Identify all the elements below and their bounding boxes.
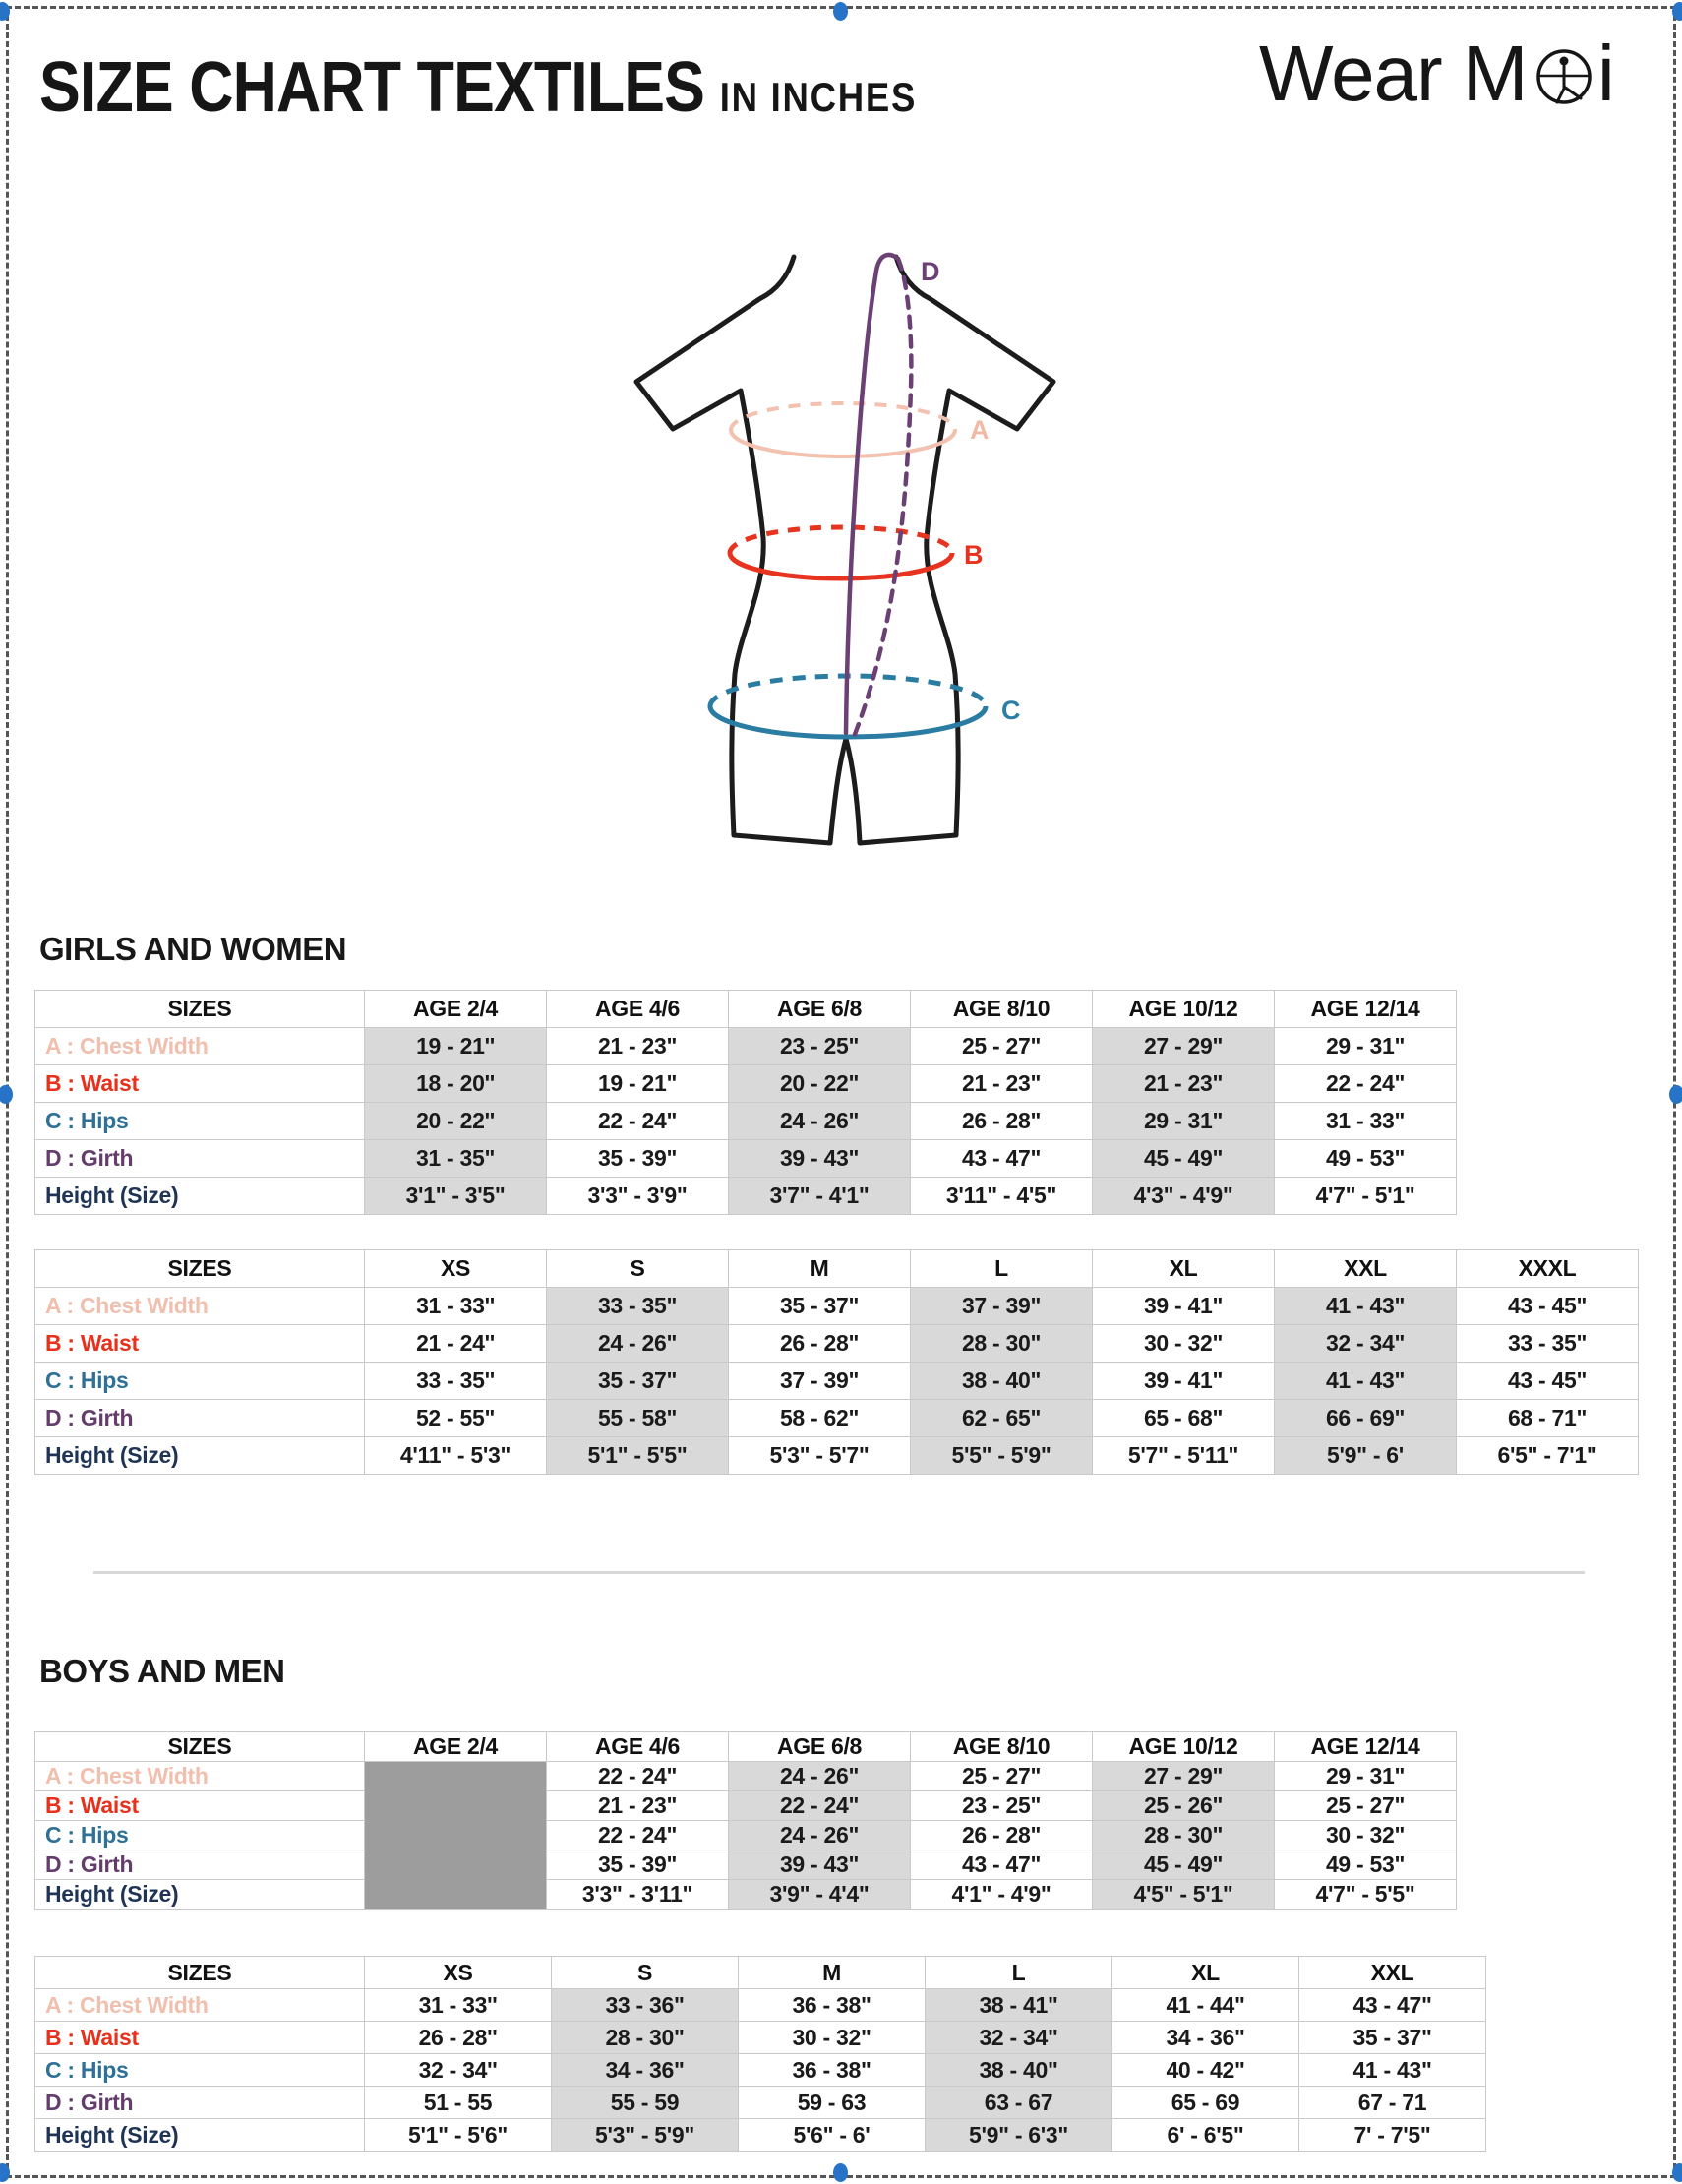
waist-row xyxy=(35,1791,1457,1821)
row-label-chest: A : Chest Width xyxy=(35,1288,365,1325)
table-cell: 65 - 68" xyxy=(1093,1400,1275,1437)
table-cell: 41 - 44" xyxy=(1112,1989,1299,2022)
table-cell: 24 - 26" xyxy=(729,1762,911,1791)
header-xxxl: XXXL xyxy=(1457,1250,1639,1288)
table-cell: 33 - 36" xyxy=(552,1989,739,2022)
diagram-label-c: C xyxy=(1001,696,1021,725)
row-label-height: Height (Size) xyxy=(35,1437,365,1475)
table-cell: 5'1" - 5'5" xyxy=(547,1437,729,1475)
table-cell: 28 - 30" xyxy=(1093,1821,1275,1850)
girls-and-women-heading: GIRLS AND WOMEN xyxy=(39,931,347,967)
table-cell: 68 - 71" xyxy=(1457,1400,1639,1437)
table-cell: 27 - 29" xyxy=(1093,1762,1275,1791)
table-cell: 38 - 40" xyxy=(911,1363,1093,1400)
table-cell: 33 - 35" xyxy=(547,1288,729,1325)
edge-dot-left-middle xyxy=(0,1085,13,1104)
table-cell: 35 - 37" xyxy=(547,1363,729,1400)
table-cell: 32 - 34'' xyxy=(365,2054,552,2087)
row-label-girth: D : Girth xyxy=(35,2087,365,2119)
diagram-label-a: A xyxy=(970,415,990,445)
table-cell: 5'3" - 5'9" xyxy=(552,2119,739,2152)
header-age-6-8: AGE 6/8 xyxy=(729,1732,911,1762)
table-header-row xyxy=(35,1732,1457,1762)
row-label-waist: B : Waist xyxy=(35,2022,365,2054)
table-cell: 30 - 32" xyxy=(739,2022,926,2054)
table-cell: 5'7" - 5'11" xyxy=(1093,1437,1275,1475)
table-cell: 4'11" - 5'3" xyxy=(365,1437,547,1475)
header-age-2-4: AGE 2/4 xyxy=(365,1732,547,1762)
table-cell: 26 - 28'' xyxy=(365,2022,552,2054)
row-label-girth: D : Girth xyxy=(35,1850,365,1880)
height-row xyxy=(35,2119,1486,2152)
table-cell: 18 - 20'' xyxy=(365,1065,547,1103)
header-xl: XL xyxy=(1093,1250,1275,1288)
header-age-2-4: AGE 2/4 xyxy=(365,991,547,1028)
girth-row xyxy=(35,2087,1486,2119)
corner-dot-bottom-right xyxy=(1672,2163,1682,2182)
table-cell: 37 - 39" xyxy=(729,1363,911,1400)
table-cell: 22 - 24" xyxy=(547,1821,729,1850)
table-cell: 37 - 39" xyxy=(911,1288,1093,1325)
header-s: S xyxy=(547,1250,729,1288)
table-cell: 26 - 28" xyxy=(911,1103,1093,1140)
boys-letter-size-table xyxy=(34,1956,1486,2152)
row-label-hips: C : Hips xyxy=(35,2054,365,2087)
diagram-label-d: D xyxy=(921,257,940,286)
table-cell: 43 - 47" xyxy=(911,1140,1093,1178)
table-cell: 19 - 21" xyxy=(547,1065,729,1103)
header-s: S xyxy=(552,1957,739,1989)
table-cell: 5'9" - 6'3" xyxy=(926,2119,1112,2152)
table-cell: 22 - 24" xyxy=(547,1103,729,1140)
table-cell: 24 - 26" xyxy=(547,1325,729,1363)
wear-moi-logo xyxy=(1259,28,1643,126)
table-cell: 3'3" - 3'9" xyxy=(547,1178,729,1215)
header-age-10-12: AGE 10/12 xyxy=(1093,991,1275,1028)
page-title-main: SIZE CHART TEXTILES xyxy=(39,48,705,127)
table-cell: 24 - 26" xyxy=(729,1103,911,1140)
header-age-4-6: AGE 4/6 xyxy=(547,1732,729,1762)
table-cell: 31 - 33'' xyxy=(365,1288,547,1325)
height-row xyxy=(35,1437,1639,1475)
header-age-12-14: AGE 12/14 xyxy=(1275,991,1457,1028)
row-label-hips: C : Hips xyxy=(35,1103,365,1140)
table-cell: 5'5" - 5'9" xyxy=(911,1437,1093,1475)
header-age-4-6: AGE 4/6 xyxy=(547,991,729,1028)
girls-age-size-table xyxy=(34,990,1457,1215)
table-cell: 41 - 43" xyxy=(1299,2054,1486,2087)
edge-dot-top-center xyxy=(833,2,848,21)
hips-row xyxy=(35,1103,1457,1140)
hips-row xyxy=(35,2054,1486,2087)
hips-row xyxy=(35,1363,1639,1400)
boys-and-men-heading: BOYS AND MEN xyxy=(39,1653,285,1689)
table-cell: 67 - 71 xyxy=(1299,2087,1486,2119)
edge-dot-right-middle xyxy=(1669,1085,1682,1104)
table-cell: 4'3" - 4'9" xyxy=(1093,1178,1275,1215)
table-cell: 66 - 69" xyxy=(1275,1400,1457,1437)
table-cell: 35 - 39" xyxy=(547,1850,729,1880)
table-cell: 3'11" - 4'5" xyxy=(911,1178,1093,1215)
table-cell: 7' - 7'5" xyxy=(1299,2119,1486,2152)
chest-row xyxy=(35,1028,1457,1065)
table-cell: 28 - 30" xyxy=(552,2022,739,2054)
girth-row xyxy=(35,1140,1457,1178)
page-title-units: IN INCHES xyxy=(719,74,918,120)
table-cell: 39 - 41" xyxy=(1093,1363,1275,1400)
table-cell: 22 - 24" xyxy=(1275,1065,1457,1103)
table-cell: 28 - 30" xyxy=(911,1325,1093,1363)
header-sizes: SIZES xyxy=(35,1250,365,1288)
logo-text-part1: Wear M xyxy=(1259,30,1528,117)
table-cell: 30 - 32" xyxy=(1275,1821,1457,1850)
table-cell: 23 - 25" xyxy=(911,1791,1093,1821)
header-age-10-12: AGE 10/12 xyxy=(1093,1732,1275,1762)
table-cell: 45 - 49" xyxy=(1093,1850,1275,1880)
table-cell: 25 - 26" xyxy=(1093,1791,1275,1821)
header-age-8-10: AGE 8/10 xyxy=(911,991,1093,1028)
table-cell: 30 - 32" xyxy=(1093,1325,1275,1363)
table-cell: 45 - 49" xyxy=(1093,1140,1275,1178)
table-cell: 6' - 6'5" xyxy=(1112,2119,1299,2152)
row-label-waist: B : Waist xyxy=(35,1065,365,1103)
table-cell: 40 - 42" xyxy=(1112,2054,1299,2087)
header-xs: XS xyxy=(365,1250,547,1288)
table-cell: 58 - 62" xyxy=(729,1400,911,1437)
girth-measure-loop xyxy=(846,255,911,737)
table-cell: 4'5" - 5'1" xyxy=(1093,1880,1275,1910)
header-l: L xyxy=(911,1250,1093,1288)
header-l: L xyxy=(926,1957,1112,1989)
girth-row xyxy=(35,1850,1457,1880)
table-cell: 3'3" - 3'11" xyxy=(547,1880,729,1910)
header-xxl: XXL xyxy=(1299,1957,1486,1989)
empty-not-available-cell xyxy=(365,1762,547,1910)
table-cell: 65 - 69 xyxy=(1112,2087,1299,2119)
table-cell: 25 - 27" xyxy=(911,1762,1093,1791)
table-cell: 35 - 39" xyxy=(547,1140,729,1178)
row-label-height: Height (Size) xyxy=(35,1880,365,1910)
diagram-label-b: B xyxy=(964,540,984,570)
logo-text-part2: i xyxy=(1597,30,1615,117)
table-cell: 20 - 22'' xyxy=(365,1103,547,1140)
table-cell: 3'9" - 4'4" xyxy=(729,1880,911,1910)
table-cell: 41 - 43" xyxy=(1275,1288,1457,1325)
table-cell: 38 - 40" xyxy=(926,2054,1112,2087)
header-age-8-10: AGE 8/10 xyxy=(911,1732,1093,1762)
table-cell: 34 - 36" xyxy=(1112,2022,1299,2054)
table-cell: 29 - 31" xyxy=(1275,1762,1457,1791)
table-cell: 4'7" - 5'1" xyxy=(1275,1178,1457,1215)
table-cell: 20 - 22" xyxy=(729,1065,911,1103)
table-cell: 43 - 47" xyxy=(1299,1989,1486,2022)
chest-row xyxy=(35,1989,1486,2022)
table-cell: 49 - 53" xyxy=(1275,1140,1457,1178)
table-cell: 43 - 47" xyxy=(911,1850,1093,1880)
row-label-hips: C : Hips xyxy=(35,1363,365,1400)
torso-outline xyxy=(636,257,1053,843)
header-age-12-14: AGE 12/14 xyxy=(1275,1732,1457,1762)
row-label-chest: A : Chest Width xyxy=(35,1028,365,1065)
table-cell: 4'1" - 4'9" xyxy=(911,1880,1093,1910)
table-cell: 35 - 37" xyxy=(729,1288,911,1325)
table-cell: 34 - 36" xyxy=(552,2054,739,2087)
table-cell: 51 - 55 xyxy=(365,2087,552,2119)
header-sizes: SIZES xyxy=(35,991,365,1028)
header-m: M xyxy=(729,1250,911,1288)
table-cell: 31 - 33'' xyxy=(365,1989,552,2022)
header-sizes: SIZES xyxy=(35,1957,365,1989)
table-cell: 3'7" - 4'1" xyxy=(729,1178,911,1215)
table-header-row xyxy=(35,991,1457,1028)
table-cell: 33 - 35" xyxy=(1457,1325,1639,1363)
table-cell: 52 - 55" xyxy=(365,1400,547,1437)
table-cell: 21 - 23" xyxy=(1093,1065,1275,1103)
table-cell: 39 - 41" xyxy=(1093,1288,1275,1325)
table-cell: 25 - 27" xyxy=(911,1028,1093,1065)
table-cell: 39 - 43" xyxy=(729,1140,911,1178)
body-measurement-diagram xyxy=(590,241,1062,861)
table-cell: 41 - 43" xyxy=(1275,1363,1457,1400)
header-sizes: SIZES xyxy=(35,1732,365,1762)
table-cell: 43 - 45" xyxy=(1457,1363,1639,1400)
row-label-hips: C : Hips xyxy=(35,1821,365,1850)
table-header-row xyxy=(35,1957,1486,1989)
table-cell: 31 - 33" xyxy=(1275,1103,1457,1140)
header-xl: XL xyxy=(1112,1957,1299,1989)
table-cell: 31 - 35" xyxy=(365,1140,547,1178)
table-cell: 29 - 31" xyxy=(1093,1103,1275,1140)
boys-age-size-table xyxy=(34,1731,1457,1910)
header-m: M xyxy=(739,1957,926,1989)
chest-row xyxy=(35,1288,1639,1325)
table-cell: 36 - 38" xyxy=(739,1989,926,2022)
row-label-chest: A : Chest Width xyxy=(35,1762,365,1791)
girth-row xyxy=(35,1400,1639,1437)
table-cell: 19 - 21'' xyxy=(365,1028,547,1065)
table-cell: 3'1" - 3'5" xyxy=(365,1178,547,1215)
table-cell: 27 - 29" xyxy=(1093,1028,1275,1065)
table-cell: 5'3" - 5'7" xyxy=(729,1437,911,1475)
row-label-height: Height (Size) xyxy=(35,2119,365,2152)
waist-row xyxy=(35,1065,1457,1103)
table-cell: 59 - 63 xyxy=(739,2087,926,2119)
table-cell: 43 - 45" xyxy=(1457,1288,1639,1325)
table-cell: 22 - 24" xyxy=(729,1791,911,1821)
table-cell: 55 - 59 xyxy=(552,2087,739,2119)
page-title xyxy=(39,47,917,128)
table-cell: 33 - 35'' xyxy=(365,1363,547,1400)
table-cell: 5'9" - 6' xyxy=(1275,1437,1457,1475)
corner-dot-top-right xyxy=(1672,2,1682,21)
waist-row xyxy=(35,1325,1639,1363)
row-label-waist: B : Waist xyxy=(35,1791,365,1821)
table-cell: 21 - 24'' xyxy=(365,1325,547,1363)
table-cell: 36 - 38" xyxy=(739,2054,926,2087)
table-cell: 55 - 58" xyxy=(547,1400,729,1437)
edge-dot-bottom-center xyxy=(833,2163,848,2182)
table-cell: 25 - 27" xyxy=(1275,1791,1457,1821)
table-cell: 32 - 34" xyxy=(926,2022,1112,2054)
table-cell: 6'5" - 7'1" xyxy=(1457,1437,1639,1475)
row-label-girth: D : Girth xyxy=(35,1140,365,1178)
table-cell: 21 - 23" xyxy=(911,1065,1093,1103)
row-label-height: Height (Size) xyxy=(35,1178,365,1215)
header-xxl: XXL xyxy=(1275,1250,1457,1288)
table-cell: 29 - 31" xyxy=(1275,1028,1457,1065)
header-age-6-8: AGE 6/8 xyxy=(729,991,911,1028)
table-cell: 26 - 28" xyxy=(911,1821,1093,1850)
chest-measure-ellipse xyxy=(731,403,955,456)
table-cell: 26 - 28" xyxy=(729,1325,911,1363)
header-xs: XS xyxy=(365,1957,552,1989)
table-cell: 49 - 53" xyxy=(1275,1850,1457,1880)
table-cell: 24 - 26" xyxy=(729,1821,911,1850)
waist-row xyxy=(35,2022,1486,2054)
table-cell: 63 - 67 xyxy=(926,2087,1112,2119)
row-label-girth: D : Girth xyxy=(35,1400,365,1437)
height-row xyxy=(35,1880,1457,1910)
table-cell: 39 - 43" xyxy=(729,1850,911,1880)
table-cell: 21 - 23" xyxy=(547,1791,729,1821)
table-cell: 21 - 23" xyxy=(547,1028,729,1065)
table-cell: 4'7" - 5'5" xyxy=(1275,1880,1457,1910)
table-cell: 38 - 41" xyxy=(926,1989,1112,2022)
section-divider xyxy=(93,1571,1585,1574)
girls-letter-size-table xyxy=(34,1249,1639,1475)
corner-dot-bottom-left xyxy=(0,2163,10,2182)
hips-row xyxy=(35,1821,1457,1850)
table-cell: 5'6" - 6' xyxy=(739,2119,926,2152)
table-cell: 5'1" - 5'6" xyxy=(365,2119,552,2152)
table-header-row xyxy=(35,1250,1639,1288)
table-cell: 22 - 24" xyxy=(547,1762,729,1791)
table-cell: 23 - 25" xyxy=(729,1028,911,1065)
table-cell: 32 - 34" xyxy=(1275,1325,1457,1363)
dancer-in-circle-icon xyxy=(1538,51,1590,102)
table-cell: 62 - 65" xyxy=(911,1400,1093,1437)
corner-dot-top-left xyxy=(0,2,10,21)
row-label-chest: A : Chest Width xyxy=(35,1989,365,2022)
table-cell: 35 - 37" xyxy=(1299,2022,1486,2054)
chest-row xyxy=(35,1762,1457,1791)
row-label-waist: B : Waist xyxy=(35,1325,365,1363)
height-row xyxy=(35,1178,1457,1215)
